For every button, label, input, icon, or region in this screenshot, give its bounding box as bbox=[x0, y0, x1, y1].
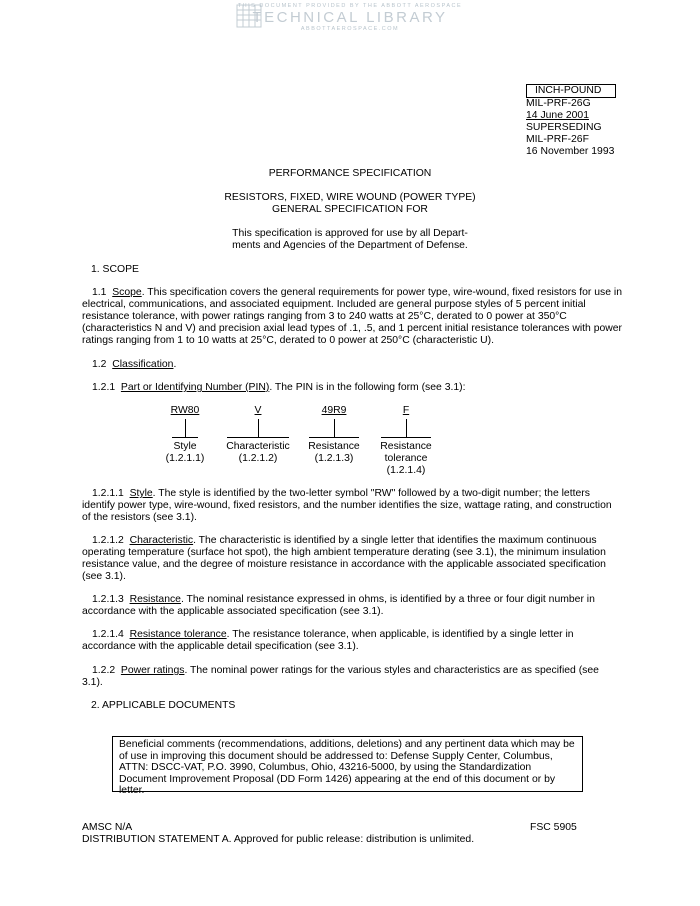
watermark-provider: THIS DOCUMENT PROVIDED BY THE ABBOTT AEROSPACE bbox=[237, 3, 463, 9]
para-1-2-2: 1.2.2 Power ratings. The nominal power ratings for the various styles and characteristics are as specified (see 3.1). bbox=[82, 665, 599, 688]
watermark-title: TECHNICAL LIBRARY bbox=[252, 9, 448, 26]
superseded-date: 16 November 1993 bbox=[526, 146, 615, 157]
pin-connector-line bbox=[258, 419, 259, 437]
doc-id: MIL-PRF-26G bbox=[526, 98, 591, 109]
amsc-label: AMSC N/A bbox=[82, 822, 133, 833]
pin-underline bbox=[227, 437, 289, 438]
section-2-heading: 2. APPLICABLE DOCUMENTS bbox=[91, 700, 236, 711]
pin-code-tolerance: F bbox=[402, 405, 410, 416]
pin-label-style: Style bbox=[173, 441, 197, 452]
pin-ref-characteristic: (1.2.1.2) bbox=[238, 453, 278, 464]
fsc-label: FSC 5905 bbox=[530, 822, 577, 833]
para-1-2-1-1: 1.2.1.1 Style. The style is identified by the two-letter symbol "RW" followed by a two-digit number; the letters identify power type, wire-wound, fixed resistors, and the number identifies the size, wattage rating, and construction of the resistors (see 3.1). bbox=[82, 488, 612, 523]
section-1-heading: 1. SCOPE bbox=[91, 264, 139, 275]
inch-pound-label: INCH-POUND bbox=[526, 84, 616, 98]
pin-ref-tolerance: (1.2.1.4) bbox=[386, 465, 426, 476]
pin-label-resistance: Resistance bbox=[308, 441, 360, 452]
title-line-1: RESISTORS, FIXED, WIRE WOUND (POWER TYPE) bbox=[224, 192, 476, 203]
para-1-2-1-2: 1.2.1.2 Characteristic. The characteristic is identified by a single letter that identifies the maximum continuous operating temperature (surface hot spot), the high ambient temperature derating (see 3.1), the minimum insulation resistance value, and the degree of moisture resistance in accordance with the applicable associated specification (see 3.1). bbox=[82, 535, 606, 582]
distribution-statement: DISTRIBUTION STATEMENT A. Approved for public release: distribution is unlimited. bbox=[82, 834, 475, 845]
pin-code-characteristic: V bbox=[254, 405, 262, 416]
approval-line-1: This specification is approved for use by all Depart- bbox=[232, 228, 468, 239]
title-line-2: GENERAL SPECIFICATION FOR bbox=[272, 204, 428, 215]
pin-connector-line bbox=[185, 419, 186, 437]
approval-line-2: ments and Agencies of the Department of Defense. bbox=[232, 240, 468, 251]
para-1-2: 1.2 Classification. bbox=[92, 359, 177, 370]
pin-connector-line bbox=[334, 419, 335, 437]
para-1-2-1-4: 1.2.1.4 Resistance tolerance. The resistance tolerance, when applicable, is identified by a single letter in accordance with the applicable detail specification (see 3.1). bbox=[82, 629, 574, 652]
pin-ref-resistance: (1.2.1.3) bbox=[314, 453, 354, 464]
superseding-label: SUPERSEDING bbox=[526, 122, 602, 133]
pin-underline bbox=[172, 437, 198, 438]
doc-date: 14 June 2001 bbox=[526, 110, 589, 121]
spec-type: PERFORMANCE SPECIFICATION bbox=[268, 168, 432, 179]
comments-box: Beneficial comments (recommendations, additions, deletions) and any pertinent data which may be of use in improving this document should be addressed to: Defense Supply Center, Columbus, ATTN: DSCC-VAT, P.O. 3990, Columbus, Ohio, 43216-5000, by using the Standardization Document Improvement Proposal (DD Form 1426) appearing at the end of this document or by letter. bbox=[112, 736, 583, 792]
para-1-2-1: 1.2.1 Part or Identifying Number (PIN). The PIN is in the following form (see 3.1): bbox=[92, 382, 466, 393]
pin-label-tolerance-2: tolerance bbox=[384, 453, 428, 464]
pin-code-style: RW80 bbox=[170, 405, 200, 416]
pin-ref-style: (1.2.1.1) bbox=[165, 453, 205, 464]
pin-code-resistance: 49R9 bbox=[321, 405, 347, 416]
pin-label-tolerance: Resistance bbox=[380, 441, 432, 452]
para-1-1: 1.1 Scope. This specification covers the general requirements for power type, wire-wound, fixed resistors for use in electrical, communications, and associated equipment. Included are general purpose styles of 5 percent initial resistance tolerance, with power ratings ranging from 3 to 240 watts at 25°C, derated to 0 power at 350°C (characteristics N and V) and precision axial lead types of .1, .5, and 1 percent initial resistance tolerances with power ratings ranging from 1 to 10 watts at 25°C, derated to 0 power at 250°C (characteristic U). bbox=[82, 287, 623, 346]
superseded-id: MIL-PRF-26F bbox=[526, 134, 589, 145]
pin-connector-line bbox=[406, 419, 407, 437]
pin-underline bbox=[309, 437, 359, 438]
pin-underline bbox=[381, 437, 431, 438]
watermark-url: ABBOTTAEROSPACE.COM bbox=[300, 26, 400, 32]
pin-label-characteristic: Characteristic bbox=[226, 441, 290, 452]
para-1-2-1-3: 1.2.1.3 Resistance. The nominal resistance expressed in ohms, is identified by a three or four digit number in accordance with the applicable associated specification (see 3.1). bbox=[82, 594, 595, 617]
